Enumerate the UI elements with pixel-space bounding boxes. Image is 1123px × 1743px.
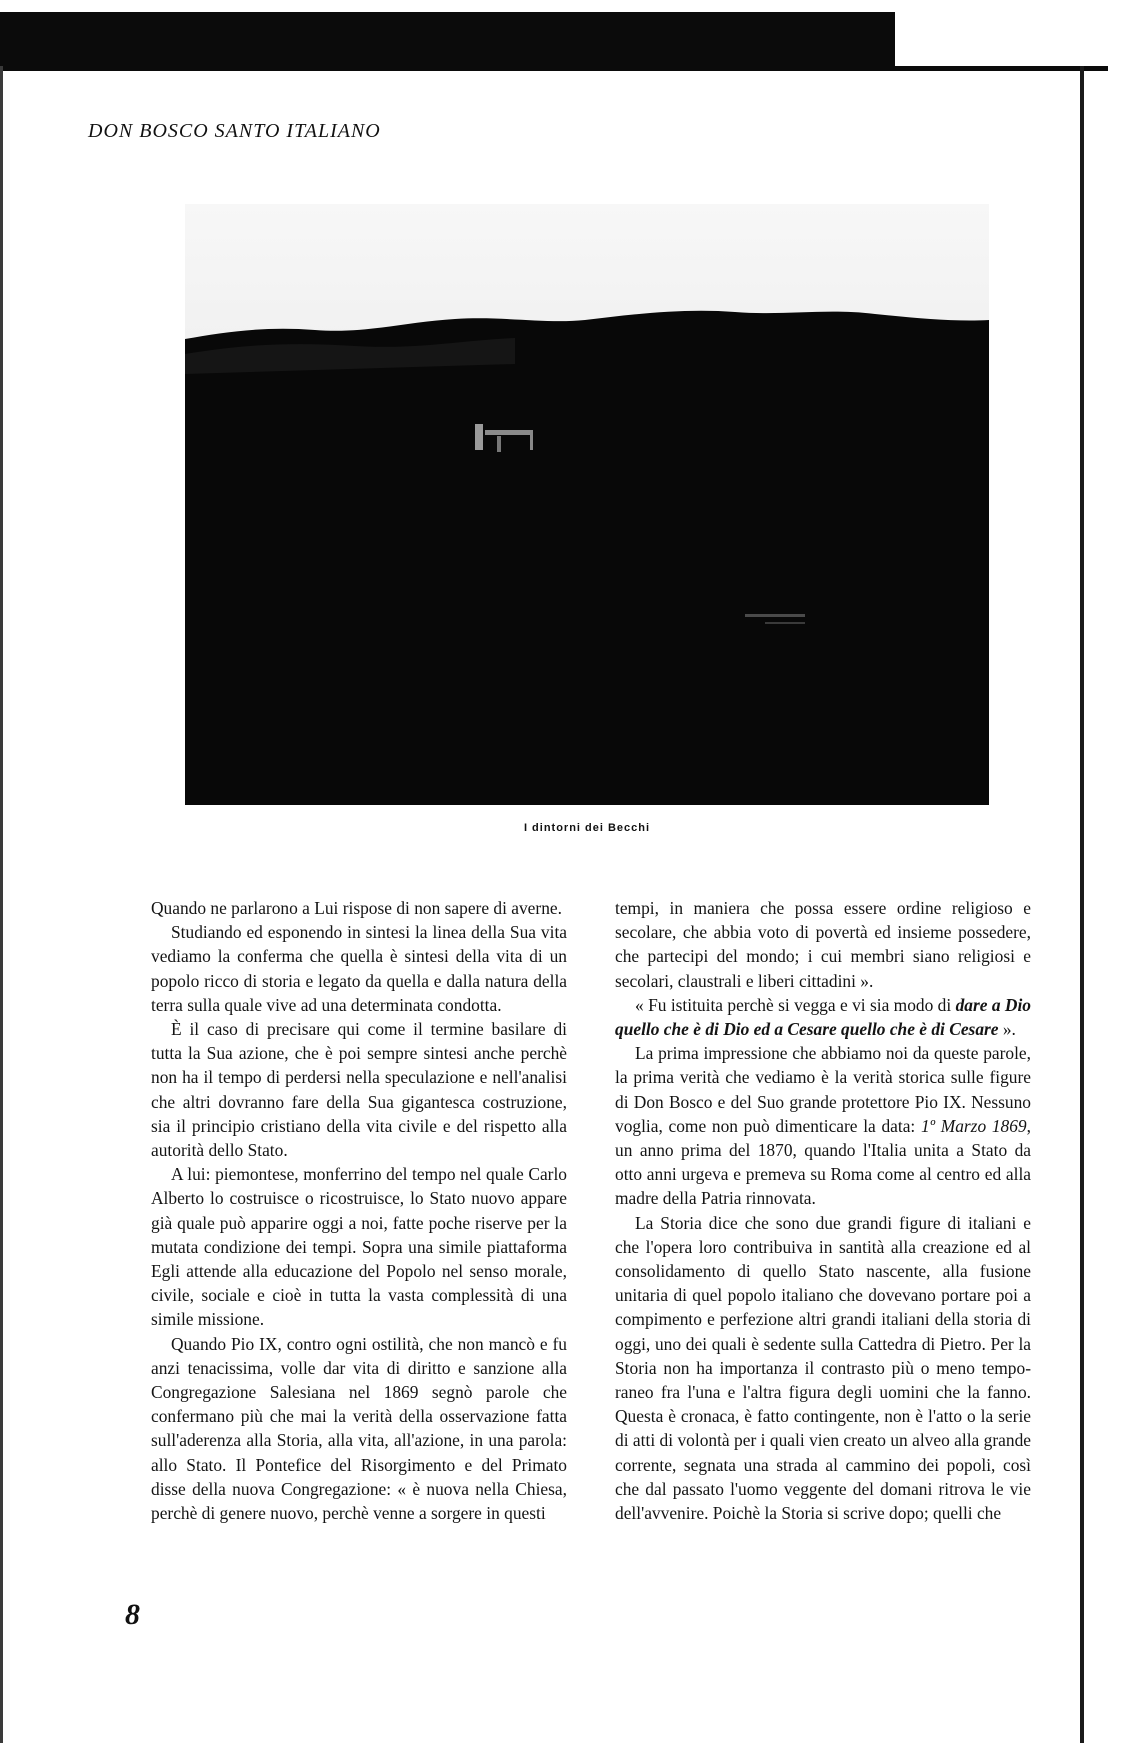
top-black-band	[0, 12, 895, 68]
paragraph: La Storia dice che sono due grandi figure di italiani e che l'opera loro contribuiva in santità alla creazione ed al consolidamento di quello Stato nascente, alla fusione unitaria di quel popolo italiano che dovevano portare poi a compimento e perfezione altri grandi italiani della storia di oggi, uno dei quali è sedente sulla Cattedra di Pietro. Per la Storia non ha importanza il contrasto più o meno temporaneo fra l'una e l'altra figura degli uomini che la fanno. Questa è cronaca, è fatto contingente, non è l'atto o la serie di atti di volontà per i quali vien creato un alveo alla grande corrente, segnata una strada al cammino dei popoli, così che dal passato l'uomo veggente del domani ritrova le vie dell'avvenire. Poichè la Storia si scrive dopo; quelli che	[615, 1212, 1031, 1524]
photo-caption: I dintorni dei Becchi	[523, 822, 651, 834]
paragraph: Quando ne parlarono a Lui rispose di non sapere di averne.	[151, 898, 562, 918]
page-number: 8	[125, 1598, 140, 1631]
paragraph: Studiando ed esponendo in sintesi la linea della Sua vita vediamo la conferma che quella è sintesi della vita di un popolo ricco di storia e legato da quella e dalla natura della terra sulla quale vive ad una determinata condotta.	[151, 922, 567, 1015]
paragraph: Quando Pio IX, contro ogni ostilità, che non mancò e fu anzi tenacissima, volle dar vita di diritto e sanzione alla Congregazione Salesiana nel 1869 segnò parole che confermano più che mai la verità della osservazione fatta sull'aderenza alla Storia, alla vita, all'azione, in una parola: allo Stato. Il Pontefice del Risorgimento e del Primato disse della nuova Congregazione: « è nuova nella Chiesa, perchè di genere nuovo, perchè venne a sorgere in questi	[151, 1333, 567, 1524]
paragraph: A lui: piemontese, monferrino del tempo nel quale Carlo Alberto lo costruisce o ricostruisce, lo Stato nuovo appare già quale può apparire oggi a noi, fatte poche riserve per la mutata condizione dei tempi. Sopra una simile piattaforma Egli attende alla educazione del Popolo nel senso morale, civile, sociale e cioè in tutta la vasta complessità di una simile missione.	[151, 1164, 567, 1330]
paragraph	[615, 1041, 1031, 1210]
text-run: La prima impressione che abbiamo noi da queste parole, la prima verità che vediamo è la verità storica sulle figure di Don Bosco e del Suo grande protettore Pio IX. Nessuno voglia, come non può dimenticare la data:	[615, 1043, 1031, 1136]
page-frame-top	[0, 66, 1108, 71]
quote-end: ».	[998, 1019, 1016, 1040]
left-text-column	[151, 896, 567, 1525]
quote-text: « Fu istituita perchè si vegga e vi sia modo di	[635, 994, 956, 1015]
running-title: DON BOSCO SANTO ITALIANO	[88, 120, 381, 142]
quote-italic: dare a Dio quello che è di Dio ed a Cesare quello che è di Cesare	[615, 994, 1031, 1040]
date-italic: 1º Marzo 1869	[920, 1115, 1027, 1136]
page-frame-right	[1080, 66, 1084, 1743]
paragraph	[615, 993, 1031, 1041]
text-run: , un anno prima del 1870, quando l'Italia unita a Stato da otto anni urgeva e premeva su Roma come al centro ed alla madre della Patria rinnovata.	[615, 1115, 1031, 1209]
right-text-column	[615, 896, 1031, 1525]
paragraph: È il caso di precisare qui come il termine basilare di tutta la Sua azione, che è poi sempre sintesi anche perchè non ha il tempo di perdersi nella speculazione e nell'analisi che altri dovranno fare della Sua gigantesca costruzione, sia il principio cristiano della vita civile e del rispetto alla autorità dello Stato.	[151, 1019, 567, 1161]
page-frame-left	[0, 66, 3, 1743]
landscape-photo	[185, 204, 989, 805]
paragraph: tempi, in maniera che possa essere ordine religioso e secolare, che abbia voto di povertà ed insieme possedere, che partecipi del mondo; i cui membri siano religiosi e secolari, claustrali e liberi cittadini ».	[615, 898, 1031, 991]
